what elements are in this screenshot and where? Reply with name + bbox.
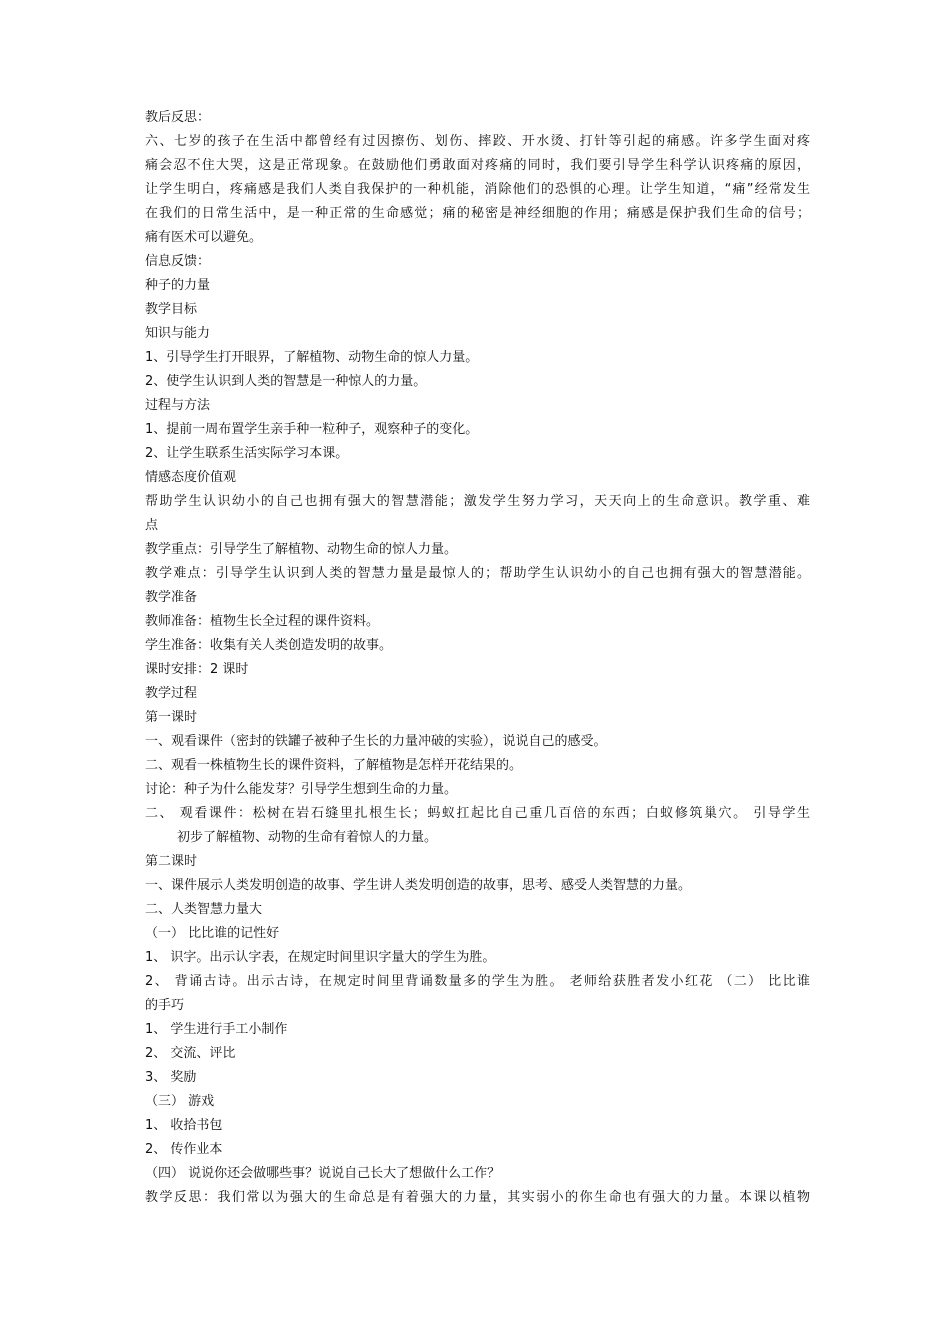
text-line: 一、课件展示人类发明创造的故事、学生讲人类发明创造的故事，思考、感受人类智慧的力量。: [145, 878, 692, 893]
text-line: （一） 比比谁的记性好: [145, 926, 280, 941]
text-line: 2、让学生联系生活实际学习本课。: [145, 446, 349, 461]
text-line: 过程与方法: [145, 398, 211, 413]
text-line: 教后反思：: [145, 110, 211, 125]
text-line: 2、 传作业本: [145, 1142, 223, 1157]
text-line: 知识与能力: [145, 326, 211, 341]
text-line: 教学准备: [145, 590, 198, 605]
text-line: 第一课时: [145, 710, 198, 725]
document-page: [145, 106, 810, 1210]
text-line: （四） 说说你还会做哪些事？说说自己长大了想做什么工作？: [145, 1166, 501, 1181]
text-line: 教学重点：引导学生了解植物、动物生命的惊人力量。: [145, 542, 458, 557]
text-line: （三） 游戏: [145, 1094, 215, 1109]
text-line: 种子的力量: [145, 278, 211, 293]
text-line: 情感态度价值观: [145, 470, 237, 485]
text-line: 教学难点：引导学生认识到人类的智慧力量是最惊人的；帮助学生认识幼小的自己也拥有强大的智慧潜能。: [145, 566, 810, 581]
text-line: 教学目标: [145, 302, 198, 317]
text-line: 教师准备：植物生长全过程的课件资料。: [145, 614, 380, 629]
text-line: 一、观看课件（密封的铁罐子被种子生长的力量冲破的实验），说说自己的感受。: [145, 734, 607, 749]
text-line: 2、使学生认识到人类的智慧是一种惊人的力量。: [145, 374, 427, 389]
text-line: 课时安排：2 课时: [145, 662, 249, 677]
text-line: 二、观看一株植物生长的课件资料，了解植物是怎样开花结果的。: [145, 758, 523, 773]
text-line: 2、 背诵古诗。出示古诗，在规定时间里背诵数量多的学生为胜。 老师给获胜者发小红花 （二） 比比谁: [145, 974, 810, 989]
text-line: 六、七岁的孩子在生活中都曾经有过因擦伤、划伤、摔跤、开水烫、打针等引起的痛感。许多学生面对疼: [145, 134, 810, 149]
text-line: 3、 奖励: [145, 1070, 197, 1085]
text-line: 点: [145, 518, 159, 533]
text-line: 1、提前一周布置学生亲手种一粒种子，观察种子的变化。: [145, 422, 479, 437]
text-line: 的手巧: [145, 998, 185, 1013]
text-line: 1、 识字。出示认字表，在规定时间里识字量大的学生为胜。: [145, 950, 496, 965]
text-line: 痛会忍不住大哭，这是正常现象。在鼓励他们勇敢面对疼痛的同时，我们要引导学生科学认识疼痛的原因，: [145, 158, 810, 173]
text-line: 第二课时: [145, 854, 198, 869]
text-line: 信息反馈：: [145, 254, 211, 269]
text-line: 帮助学生认识幼小的自己也拥有强大的智慧潜能；激发学生努力学习，天天向上的生命意识。教学重、难: [145, 494, 810, 509]
text-line: 教学过程: [145, 686, 198, 701]
text-line: 初步了解植物、动物的生命有着惊人的力量。: [177, 830, 438, 845]
text-line: 2、 交流、评比: [145, 1046, 236, 1061]
text-line: 二、人类智慧力量大: [145, 902, 263, 917]
text-line: 1、 收拾书包: [145, 1118, 223, 1133]
text-line: 教学反思：我们常以为强大的生命总是有着强大的力量，其实弱小的你生命也有强大的力量。本课以植物: [145, 1190, 810, 1205]
text-line: 在我们的日常生活中，是一种正常的生命感觉；痛的秘密是神经细胞的作用；痛感是保护我们生命的信号；: [145, 206, 810, 221]
text-line: 让学生明白，疼痛感是我们人类自我保护的一种机能，消除他们的恐惧的心理。让学生知道，“痛”经常发生: [145, 182, 810, 197]
text-line: 1、 学生进行手工小制作: [145, 1022, 288, 1037]
text-line: 1、引导学生打开眼界，了解植物、动物生命的惊人力量。: [145, 350, 479, 365]
text-line: 讨论：种子为什么能发芽？引导学生想到生命的力量。: [145, 782, 458, 797]
text-line: 二、 观看课件：松树在岩石缝里扎根生长；蚂蚁扛起比自己重几百倍的东西；白蚁修筑巢穴。 引导学生: [145, 806, 810, 821]
text-line: 学生准备：收集有关人类创造发明的故事。: [145, 638, 393, 653]
text-line: 痛有医术可以避免。: [145, 230, 263, 245]
